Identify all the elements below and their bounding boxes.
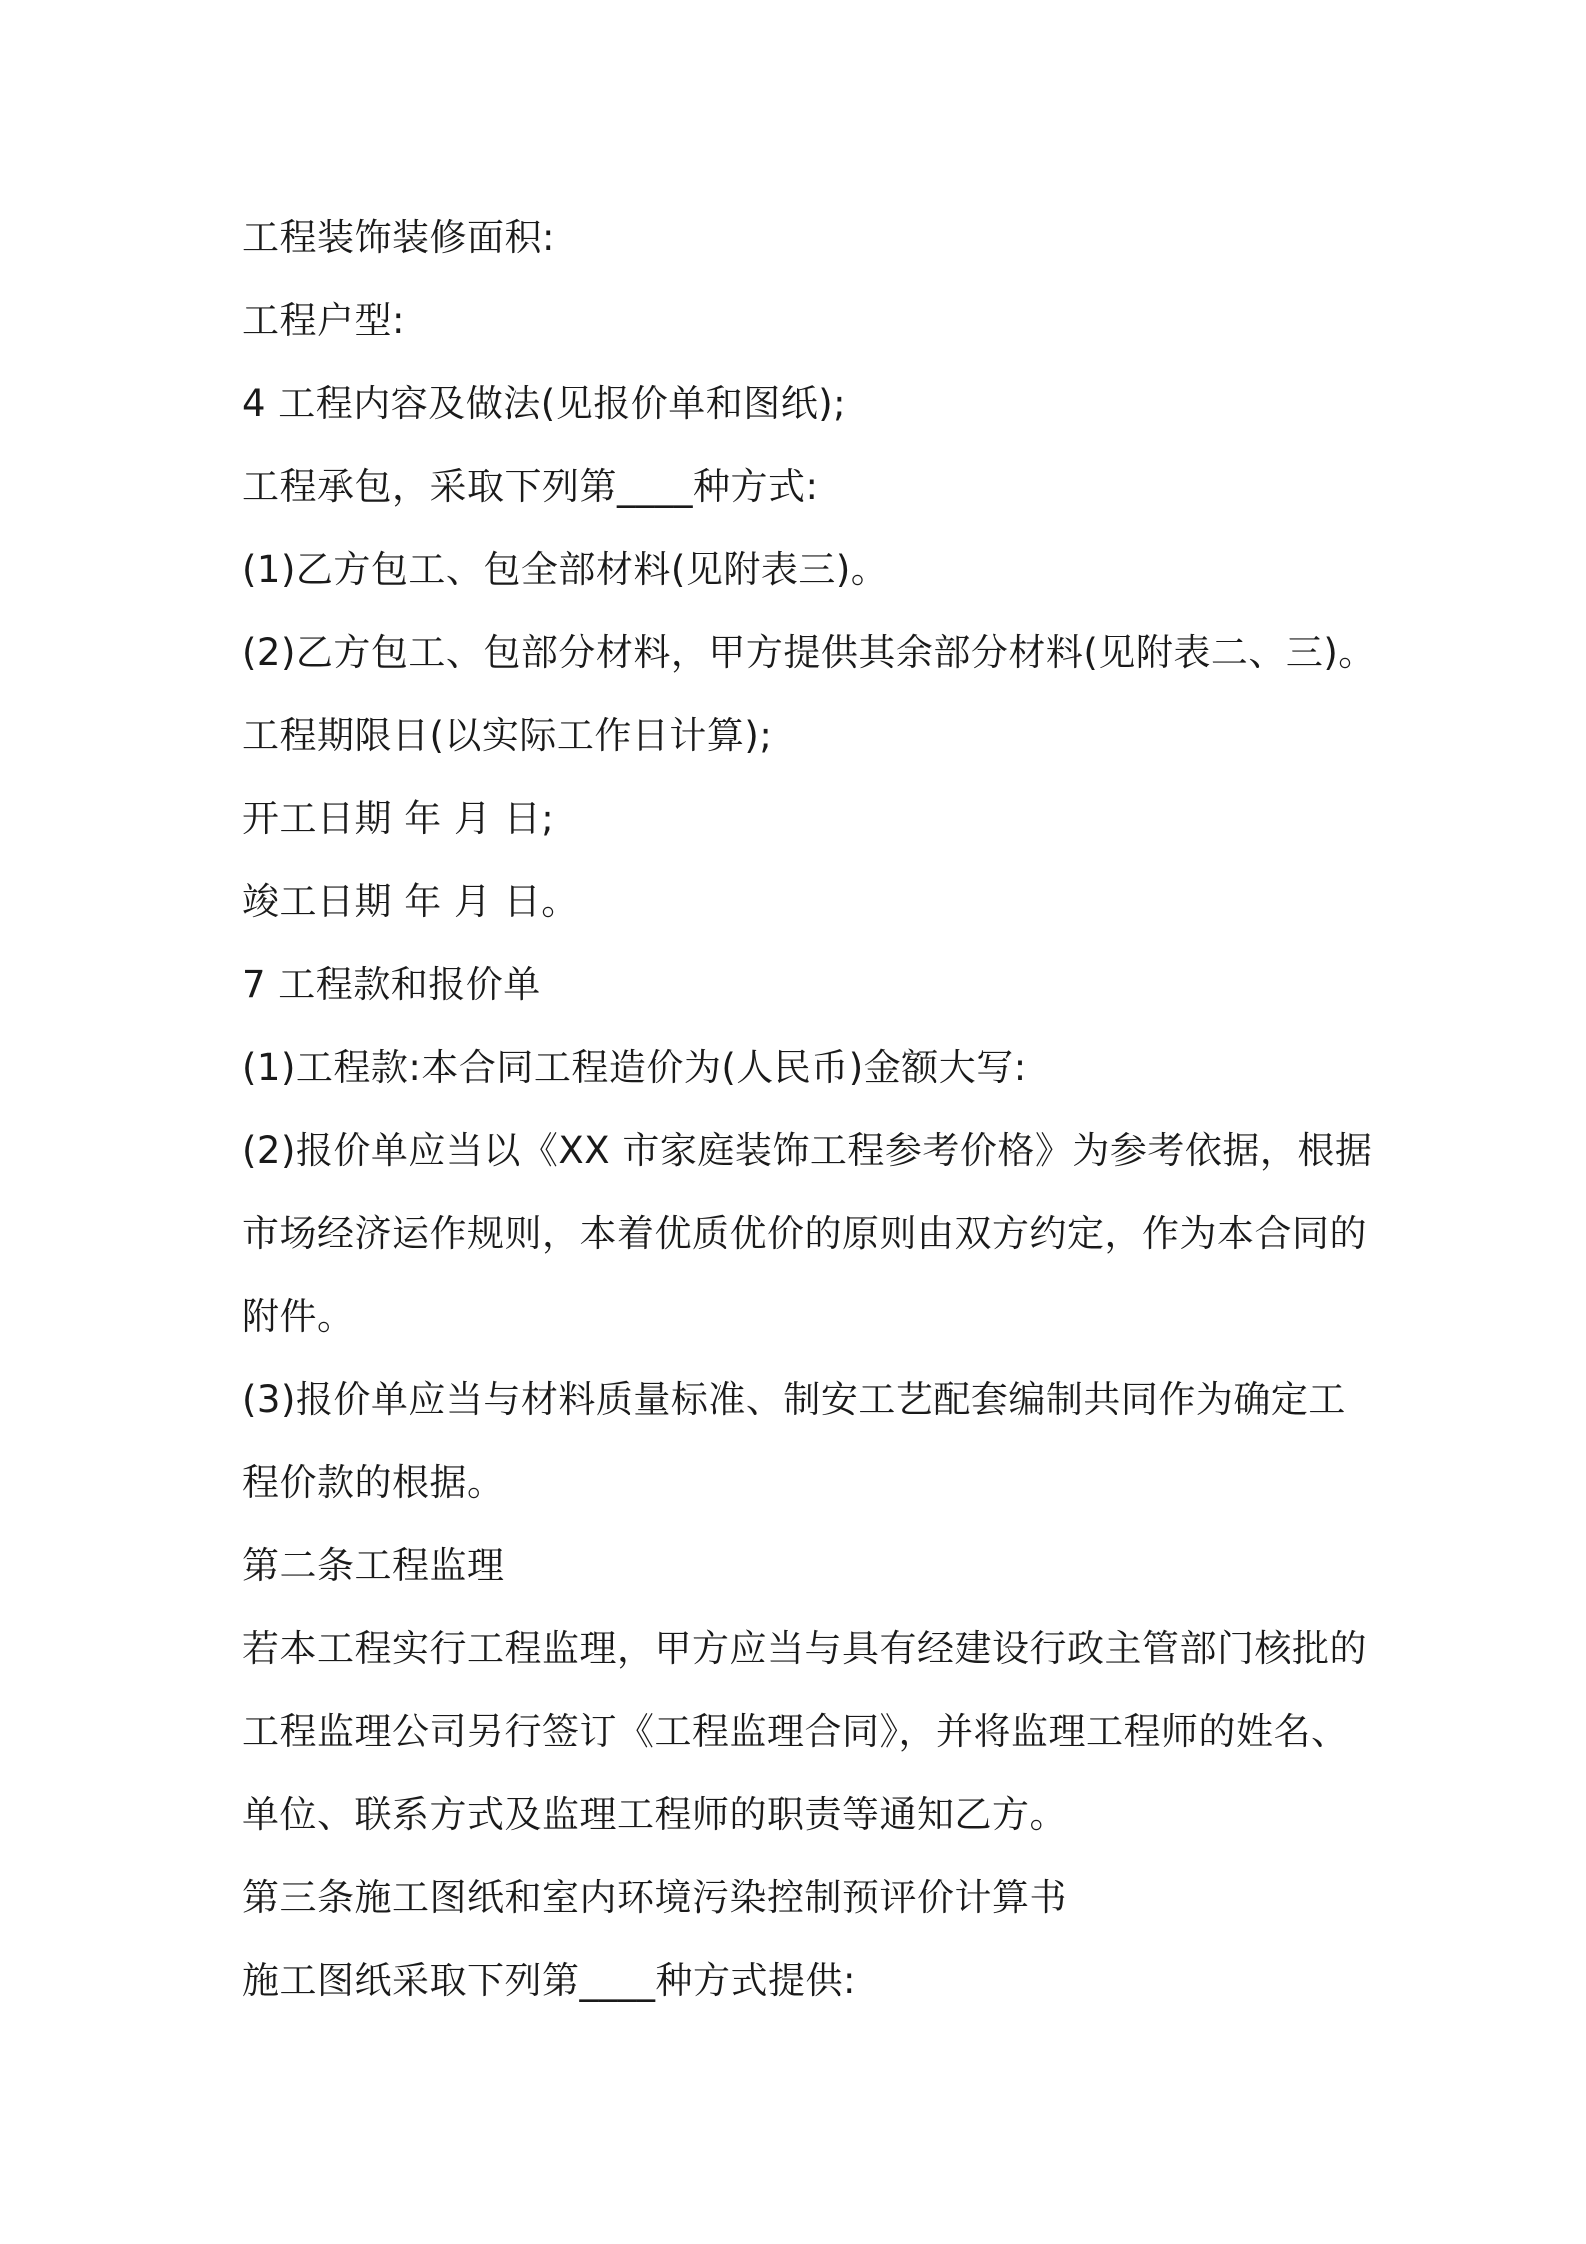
text-line-area: 工程装饰装修面积: xyxy=(242,216,555,259)
text-line-quote-standard-2: 程价款的根据。 xyxy=(242,1461,505,1504)
text-line-quote-basis-3: 附件。 xyxy=(242,1295,355,1338)
text-line-content-method: 4 工程内容及做法(见报价单和图纸); xyxy=(242,382,847,425)
document-body xyxy=(242,196,1376,2022)
text-line-option-2: (2)乙方包工、包部分材料，甲方提供其余部分材料(见附表二、三)。 xyxy=(242,631,1376,674)
text-line-start-date: 开工日期 年 月 日; xyxy=(242,797,555,840)
text-line-contract-mode: 工程承包，采取下列第____种方式: xyxy=(242,465,819,508)
text-line-end-date: 竣工日期 年 月 日。 xyxy=(242,880,579,923)
text-line-quote-basis-1: (2)报价单应当以《XX 市家庭装饰工程参考价格》为参考依据，根据 xyxy=(242,1129,1373,1172)
section-heading-supervision: 第二条工程监理 xyxy=(242,1544,505,1587)
text-line-house-type: 工程户型: xyxy=(242,299,405,342)
text-line-quote-standard-1: (3)报价单应当与材料质量标准、制安工艺配套编制共同作为确定工 xyxy=(242,1378,1346,1421)
text-line-supervision-2: 工程监理公司另行签订《工程监理合同》，并将监理工程师的姓名、 xyxy=(242,1710,1349,1753)
section-heading-drawings: 第三条施工图纸和室内环境污染控制预评价计算书 xyxy=(242,1876,1067,1919)
text-line-quote-basis-2: 市场经济运作规则，本着优质优价的原则由双方约定，作为本合同的 xyxy=(242,1212,1367,1255)
text-line-duration: 工程期限日(以实际工作日计算); xyxy=(242,714,773,757)
text-line-option-1: (1)乙方包工、包全部材料(见附表三)。 xyxy=(242,548,889,591)
text-line-drawings-mode: 施工图纸采取下列第____种方式提供: xyxy=(242,1959,856,2002)
text-line-supervision-3: 单位、联系方式及监理工程师的职责等通知乙方。 xyxy=(242,1793,1067,1836)
section-heading-payment: 7 工程款和报价单 xyxy=(242,963,541,1006)
text-line-payment-amount: (1)工程款:本合同工程造价为(人民币)金额大写: xyxy=(242,1046,1027,1089)
text-line-supervision-1: 若本工程实行工程监理，甲方应当与具有经建设行政主管部门核批的 xyxy=(242,1627,1367,1670)
